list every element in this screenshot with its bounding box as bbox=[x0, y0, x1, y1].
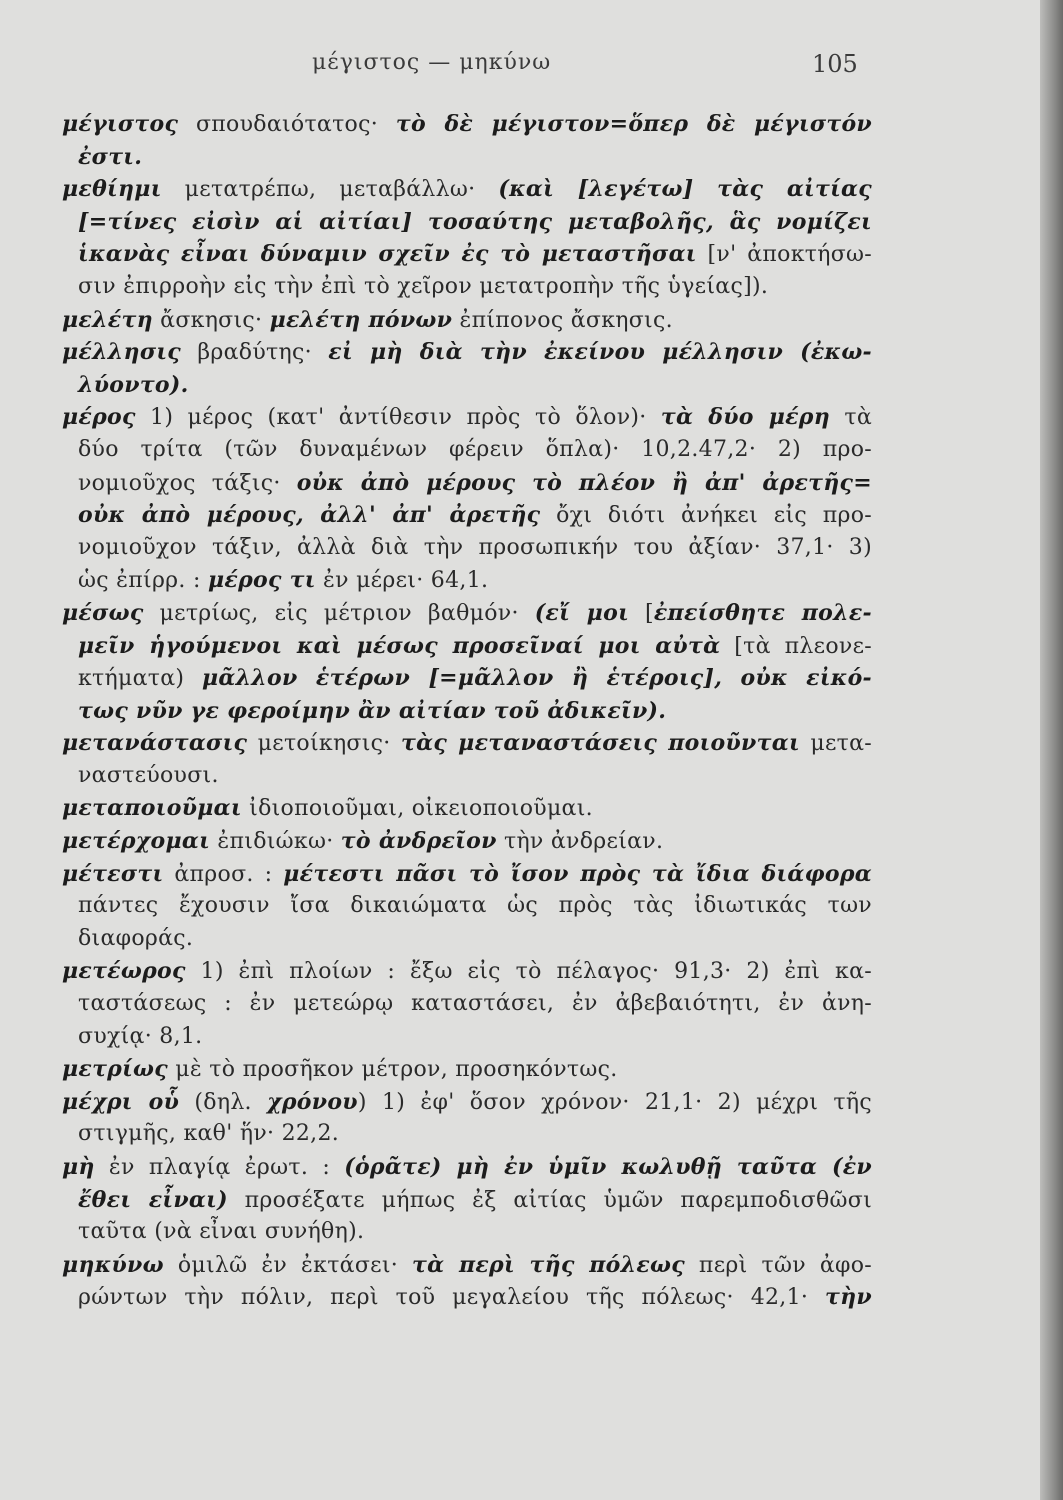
text-line bbox=[62, 401, 872, 434]
definition-text: ἀπροσ. : bbox=[163, 861, 284, 887]
quotation: μέτεστι πᾶσι τὸ ἴσον πρὸς τὰ ἴδια διάφορα bbox=[283, 860, 872, 887]
quotation: μᾶλλον ἑτέρων [=μᾶλλον ἢ ἑτέροις], οὐκ εἰκό- bbox=[201, 665, 872, 692]
quotation: τὰς μεταναστάσεις ποιοῦνται bbox=[401, 730, 800, 757]
definition-text: ἐπιδιώκω· bbox=[210, 829, 341, 855]
quotation: τὰ περὶ τῆς πόλεως bbox=[412, 1251, 685, 1278]
definition-text: τὰ bbox=[830, 405, 873, 431]
headword: μετέωρος bbox=[62, 958, 186, 985]
text-line bbox=[62, 499, 872, 532]
definition-text: στιγμῆς, καθ' ἥν· 22,2. bbox=[78, 1121, 340, 1147]
page-number: 105 bbox=[812, 50, 858, 78]
text-line bbox=[62, 369, 872, 402]
definition-text: διαφοράς. bbox=[78, 925, 194, 951]
headword: μέτεστι bbox=[62, 860, 164, 887]
quotation: οὐκ ἀπὸ μέρους, ἀλλ' ἀπ' ἀρετῆς bbox=[78, 502, 541, 529]
running-head: μέγιστος — μηκύνω bbox=[312, 50, 552, 75]
headword: μέχρι οὗ bbox=[62, 1088, 180, 1115]
definition-text: σιν ἐπιρροὴν εἰς τὴν ἐπὶ τὸ χεῖρον μετατροπὴν τῆς ὑγείας]). bbox=[78, 273, 769, 299]
quotation: τὰ δύο μέρη bbox=[660, 404, 831, 431]
definition-text: συχίᾳ· 8,1. bbox=[78, 1023, 203, 1049]
dictionary-entries bbox=[62, 108, 872, 1314]
text-line bbox=[62, 1184, 872, 1217]
headword: μέγιστος bbox=[62, 111, 179, 137]
quotation: μέρος τι bbox=[208, 567, 316, 594]
quotation: ἐπείσθητε πολε- bbox=[653, 599, 872, 626]
definition-text: [ν' ἀποκτήσω- bbox=[696, 242, 872, 268]
text-line bbox=[62, 1249, 872, 1282]
headword: μεθίημι bbox=[62, 176, 162, 203]
definition-text: σπουδαιότατος· bbox=[178, 112, 396, 137]
text-line bbox=[62, 467, 872, 500]
quotation: οὐκ ἀπὸ μέρους τὸ πλέον ἢ ἀπ' ἀρετῆς= bbox=[296, 469, 872, 496]
text-line bbox=[62, 238, 872, 271]
quotation: (ὁρᾶτε) μὴ ἐν ὑμῖν κωλυθῇ ταῦτα (ἐν bbox=[344, 1154, 872, 1180]
definition-text: [τὰ πλεονε- bbox=[720, 633, 873, 659]
definition-text: ὄχι διότι ἀνήκει εἰς προ- bbox=[540, 503, 872, 529]
text-line bbox=[62, 108, 872, 141]
text-line bbox=[62, 1118, 872, 1151]
text-line bbox=[62, 271, 872, 304]
quotation: τὸ δὲ μέγιστον=ὅπερ δὲ μέγιστόν bbox=[395, 111, 872, 137]
text-line bbox=[62, 825, 872, 858]
quotation: λύοντο). bbox=[78, 371, 189, 398]
text-line bbox=[62, 890, 872, 923]
definition-text: ἐπίπονος ἄσκησις. bbox=[452, 307, 673, 333]
definition-text: ὡς ἐπίρρ. : bbox=[78, 568, 209, 594]
quotation: (εἴ μοι bbox=[534, 599, 630, 626]
text-line bbox=[62, 792, 872, 825]
definition-text: βραδύτης· bbox=[181, 340, 329, 366]
text-line bbox=[62, 858, 872, 891]
quotation: τως νῦν γε φεροίμην ἂν αἰτίαν τοῦ ἀδικεῖν). bbox=[78, 697, 667, 724]
quotation: [=τίνες εἰσὶν αἱ αἰτίαι] τοσαύτης μεταβολῆς, ἃς νομίζει bbox=[78, 208, 872, 235]
definition-text: ἐν μέρει· 64,1. bbox=[315, 568, 489, 594]
headword: μηκύνω bbox=[62, 1251, 164, 1278]
definition-text: μετρίως, εἰς μέτριον βαθμόν· bbox=[143, 600, 535, 626]
definition-text: μετοίκησις· bbox=[247, 731, 402, 757]
text-line bbox=[62, 1021, 872, 1054]
definition-text: (δηλ. bbox=[179, 1089, 268, 1115]
text-line bbox=[62, 1053, 872, 1086]
text-line bbox=[62, 434, 872, 467]
quotation: εἰ μὴ διὰ τὴν ἐκείνου μέλλησιν (ἐκω- bbox=[328, 339, 872, 366]
definition-text: ἐν πλαγίᾳ ἐρωτ. : bbox=[94, 1155, 345, 1180]
quotation: μελέτη πόνων bbox=[269, 306, 453, 333]
text-line bbox=[62, 597, 872, 630]
definition-text: τὴν ἀνδρείαν. bbox=[496, 829, 664, 855]
definition-text: περὶ τῶν ἀφο- bbox=[684, 1252, 872, 1278]
quotation: χρόνου bbox=[267, 1088, 358, 1115]
definition-text: μετα- bbox=[799, 731, 873, 757]
text-line bbox=[62, 141, 872, 174]
quotation: τὴν bbox=[825, 1284, 872, 1311]
page-header bbox=[0, 44, 1040, 84]
headword: μεταποιοῦμαι bbox=[62, 795, 242, 822]
quotation: ἐστι. bbox=[78, 143, 143, 170]
definition-text: [ bbox=[629, 600, 654, 626]
text-line bbox=[62, 206, 872, 239]
text-line bbox=[62, 304, 872, 337]
definition-text: δύο τρίτα (τῶν δυναμένων φέρειν ὅπλα)· 10,2.47,2· 2) προ- bbox=[78, 436, 872, 462]
text-line bbox=[62, 1216, 872, 1249]
text-line bbox=[62, 760, 872, 793]
definition-text: ἄσκησις· bbox=[152, 307, 270, 333]
quotation: ἱκανὰς εἶναι δύναμιν σχεῖν ἐς τὸ μεταστῆσαι bbox=[78, 241, 697, 268]
quotation: μεῖν ἡγούμενοι καὶ μέσως προσεῖναί μοι αὐτὰ bbox=[78, 632, 721, 659]
definition-text: νομιοῦχον τάξιν, ἀλλὰ διὰ τὴν προσωπικήν του ἀξίαν· 37,1· 3) bbox=[78, 534, 872, 560]
text-line bbox=[62, 173, 872, 206]
definition-text: ἰδιοποιοῦμαι, οἰκειοποιοῦμαι. bbox=[241, 796, 593, 822]
headword: μετρίως bbox=[62, 1056, 168, 1083]
text-line bbox=[62, 727, 872, 760]
text-line bbox=[62, 923, 872, 956]
definition-text: πάντες ἔχουσιν ἴσα δικαιώματα ὡς πρὸς τὰς ἰδιωτικάς των bbox=[78, 893, 872, 919]
headword: μελέτη bbox=[62, 306, 153, 333]
headword: μὴ bbox=[62, 1154, 95, 1180]
headword: μέλλησις bbox=[62, 339, 181, 366]
text-line bbox=[62, 564, 872, 597]
headword: μετανάστασις bbox=[62, 730, 248, 757]
quotation: τὸ ἀνδρεῖον bbox=[340, 828, 497, 855]
book-spine-edge bbox=[1040, 0, 1063, 1500]
definition-text: ) 1) ἐφ' ὅσον χρόνον· 21,1· 2) μέχρι τῆς bbox=[357, 1089, 872, 1115]
headword: μέσως bbox=[62, 599, 144, 626]
quotation: (καὶ [λεγέτω] τὰς αἰτίας bbox=[498, 176, 872, 203]
text-line bbox=[62, 988, 872, 1021]
definition-text: προσέξατε μήπως ἐξ αἰτίας ὑμῶν παρεμποδισθῶσι bbox=[227, 1187, 872, 1213]
text-line bbox=[62, 1281, 872, 1314]
text-line bbox=[62, 662, 872, 695]
quotation: ἔθει εἶναι) bbox=[78, 1186, 228, 1213]
definition-text: νομιοῦχος τάξις· bbox=[78, 470, 297, 496]
text-line bbox=[62, 955, 872, 988]
text-line bbox=[62, 336, 872, 369]
text-line bbox=[62, 695, 872, 728]
definition-text: μὲ τὸ προσῆκον μέτρον, προσηκόντως. bbox=[168, 1057, 618, 1083]
text-line bbox=[62, 1151, 872, 1184]
headword: μετέρχομαι bbox=[62, 828, 211, 855]
headword: μέρος bbox=[62, 404, 136, 431]
definition-text: 1) μέρος (κατ' ἀντίθεσιν πρὸς τὸ ὅλον)· bbox=[135, 405, 661, 431]
definition-text: ταῦτα (νὰ εἶναι συνήθη). bbox=[78, 1219, 365, 1245]
text-line bbox=[62, 1086, 872, 1119]
definition-text: ρώντων τὴν πόλιν, περὶ τοῦ μεγαλείου τῆς πόλεως· 42,1· bbox=[78, 1285, 826, 1311]
text-line bbox=[62, 630, 872, 663]
definition-text: ταστάσεως : ἐν μετεώρῳ καταστάσει, ἐν ἀβεβαιότητι, ἐν ἀνη- bbox=[78, 991, 872, 1017]
definition-text: ναστεύουσι. bbox=[78, 762, 219, 788]
definition-text: κτήματα) bbox=[78, 666, 202, 692]
definition-text: 1) ἐπὶ πλοίων : ἔξω εἰς τὸ πέλαγος· 91,3· 2) ἐπὶ κα- bbox=[185, 959, 872, 985]
definition-text: ὁμιλῶ ἐν ἐκτάσει· bbox=[163, 1252, 413, 1278]
definition-text: μετατρέπω, μεταβάλλω· bbox=[161, 177, 499, 203]
text-line bbox=[62, 532, 872, 565]
